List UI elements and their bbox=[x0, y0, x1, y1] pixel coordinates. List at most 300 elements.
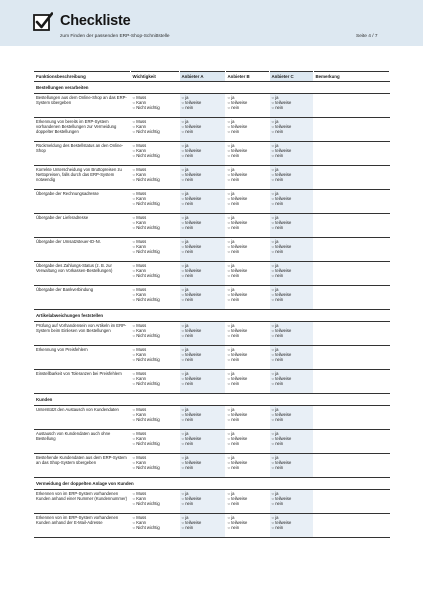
importance-options bbox=[130, 166, 179, 190]
vendor-radio-option[interactable]: ○ ja bbox=[228, 263, 267, 268]
vendor-radio-option[interactable]: ○ teilweise bbox=[272, 436, 311, 441]
vendor-radio-option[interactable]: ○ ja bbox=[182, 191, 223, 196]
vendor-c-options bbox=[269, 142, 313, 166]
vendor-radio-option[interactable]: ○ nein bbox=[228, 153, 267, 158]
vendor-radio-option[interactable]: ○ nein bbox=[272, 417, 311, 422]
page-header bbox=[0, 0, 423, 46]
function-description: Unterstützt den Austausch von Kundendaten bbox=[34, 406, 130, 430]
vendor-b-options bbox=[225, 370, 269, 394]
vendor-radio-option[interactable]: ○ nein bbox=[228, 297, 267, 302]
vendor-radio-option[interactable]: ○ teilweise bbox=[272, 196, 311, 201]
page-title: Checkliste bbox=[60, 13, 131, 29]
vendor-radio-option[interactable]: ○ teilweise bbox=[182, 352, 223, 357]
vendor-radio-option[interactable]: ○ ja bbox=[182, 323, 223, 328]
function-description: Übergabe der Bankverbindung bbox=[34, 286, 130, 310]
vendor-radio-option[interactable]: ○ teilweise bbox=[228, 124, 267, 129]
page-number: Seite 4 / 7 bbox=[356, 34, 378, 39]
importance-radio-option[interactable]: ○ Muss bbox=[133, 263, 177, 268]
importance-radio-option[interactable]: ○ Nicht wichtig bbox=[133, 357, 177, 362]
vendor-radio-option[interactable]: ○ nein bbox=[182, 501, 223, 506]
vendor-radio-option[interactable]: ○ nein bbox=[182, 357, 223, 362]
vendor-radio-option[interactable]: ○ teilweise bbox=[228, 460, 267, 465]
vendor-radio-option[interactable]: ○ nein bbox=[228, 501, 267, 506]
vendor-radio-option[interactable]: ○ nein bbox=[272, 225, 311, 230]
importance-radio-option[interactable]: ○ Nicht wichtig bbox=[133, 417, 177, 422]
vendor-radio-option[interactable]: ○ ja bbox=[272, 347, 311, 352]
table-row bbox=[34, 94, 389, 118]
importance-radio-option[interactable]: ○ Nicht wichtig bbox=[133, 273, 177, 278]
vendor-a-options bbox=[179, 214, 225, 238]
importance-options bbox=[130, 286, 179, 310]
importance-radio-option[interactable]: ○ Nicht wichtig bbox=[133, 333, 177, 338]
vendor-radio-option[interactable]: ○ ja bbox=[182, 143, 223, 148]
vendor-radio-option[interactable]: ○ nein bbox=[272, 441, 311, 446]
vendor-radio-option[interactable]: ○ teilweise bbox=[228, 496, 267, 501]
importance-radio-option[interactable]: ○ Muss bbox=[133, 167, 177, 172]
vendor-radio-option[interactable]: ○ teilweise bbox=[182, 328, 223, 333]
remark-field[interactable] bbox=[313, 406, 389, 430]
vendor-radio-option[interactable]: ○ nein bbox=[228, 333, 267, 338]
vendor-radio-option[interactable]: ○ ja bbox=[182, 263, 223, 268]
importance-radio-option[interactable]: ○ Nicht wichtig bbox=[133, 501, 177, 506]
vendor-b-options bbox=[225, 190, 269, 214]
vendor-a-options bbox=[179, 286, 225, 310]
importance-radio-option[interactable]: ○ Nicht wichtig bbox=[133, 129, 177, 134]
vendor-radio-option[interactable]: ○ nein bbox=[228, 273, 267, 278]
vendor-radio-option[interactable]: ○ nein bbox=[182, 417, 223, 422]
importance-radio-option[interactable]: ○ Kann bbox=[133, 220, 177, 225]
function-description: Erkennen von im ERP-System vorhandenen Kunden anhand der E-Mail-Adresse bbox=[34, 514, 130, 538]
vendor-c-options bbox=[269, 214, 313, 238]
section-row bbox=[34, 394, 389, 406]
table-header-row bbox=[34, 72, 389, 82]
vendor-radio-option[interactable]: ○ nein bbox=[182, 525, 223, 530]
vendor-radio-option[interactable]: ○ ja bbox=[228, 407, 267, 412]
vendor-radio-option[interactable]: ○ nein bbox=[228, 129, 267, 134]
vendor-radio-option[interactable]: ○ nein bbox=[272, 357, 311, 362]
importance-radio-option[interactable]: ○ Muss bbox=[133, 95, 177, 100]
importance-radio-option[interactable]: ○ Muss bbox=[133, 431, 177, 436]
vendor-radio-option[interactable]: ○ nein bbox=[182, 273, 223, 278]
vendor-radio-option[interactable]: ○ ja bbox=[228, 215, 267, 220]
vendor-a-options bbox=[179, 430, 225, 454]
vendor-radio-option[interactable]: ○ teilweise bbox=[228, 196, 267, 201]
importance-radio-option[interactable]: ○ Nicht wichtig bbox=[133, 105, 177, 110]
vendor-radio-option[interactable]: ○ nein bbox=[272, 249, 311, 254]
function-description: Übergabe der Umsatzsteuer-ID-Nr. bbox=[34, 238, 130, 262]
vendor-radio-option[interactable]: ○ ja bbox=[272, 455, 311, 460]
remark-field[interactable] bbox=[313, 238, 389, 262]
function-description: Übergabe der Rechnungsadresse bbox=[34, 190, 130, 214]
vendor-radio-option[interactable]: ○ ja bbox=[182, 491, 223, 496]
vendor-radio-option[interactable]: ○ teilweise bbox=[272, 148, 311, 153]
vendor-radio-option[interactable]: ○ nein bbox=[182, 105, 223, 110]
vendor-radio-option[interactable]: ○ ja bbox=[272, 515, 311, 520]
importance-radio-option[interactable]: ○ Muss bbox=[133, 143, 177, 148]
vendor-radio-option[interactable]: ○ teilweise bbox=[228, 328, 267, 333]
vendor-c-options bbox=[269, 406, 313, 430]
importance-radio-option[interactable]: ○ Nicht wichtig bbox=[133, 465, 177, 470]
vendor-radio-option[interactable]: ○ teilweise bbox=[272, 244, 311, 249]
vendor-radio-option[interactable]: ○ teilweise bbox=[228, 352, 267, 357]
vendor-radio-option[interactable]: ○ nein bbox=[182, 249, 223, 254]
vendor-radio-option[interactable]: ○ nein bbox=[272, 525, 311, 530]
vendor-radio-option[interactable]: ○ ja bbox=[272, 287, 311, 292]
vendor-radio-option[interactable]: ○ nein bbox=[228, 177, 267, 182]
importance-radio-option[interactable]: ○ Nicht wichtig bbox=[133, 177, 177, 182]
importance-radio-option[interactable]: ○ Muss bbox=[133, 455, 177, 460]
vendor-radio-option[interactable]: ○ ja bbox=[228, 287, 267, 292]
vendor-radio-option[interactable]: ○ teilweise bbox=[272, 352, 311, 357]
vendor-radio-option[interactable]: ○ nein bbox=[228, 465, 267, 470]
vendor-radio-option[interactable]: ○ ja bbox=[182, 347, 223, 352]
importance-radio-option[interactable]: ○ Muss bbox=[133, 371, 177, 376]
vendor-radio-option[interactable]: ○ nein bbox=[228, 249, 267, 254]
importance-options bbox=[130, 490, 179, 514]
vendor-b-options bbox=[225, 118, 269, 142]
vendor-radio-option[interactable]: ○ ja bbox=[182, 95, 223, 100]
vendor-radio-option[interactable]: ○ nein bbox=[228, 201, 267, 206]
function-description: Übergabe der Lieferadresse bbox=[34, 214, 130, 238]
vendor-a-options bbox=[179, 346, 225, 370]
vendor-radio-option[interactable]: ○ ja bbox=[272, 191, 311, 196]
column-header-importance: Wichtigkeit bbox=[130, 72, 179, 82]
vendor-radio-option[interactable]: ○ ja bbox=[182, 119, 223, 124]
table-row bbox=[34, 166, 389, 190]
importance-radio-option[interactable]: ○ Nicht wichtig bbox=[133, 249, 177, 254]
vendor-radio-option[interactable]: ○ nein bbox=[272, 333, 311, 338]
vendor-radio-option[interactable]: ○ teilweise bbox=[272, 460, 311, 465]
vendor-radio-option[interactable]: ○ nein bbox=[182, 201, 223, 206]
vendor-radio-option[interactable]: ○ nein bbox=[182, 381, 223, 386]
table-row bbox=[34, 490, 389, 514]
vendor-radio-option[interactable]: ○ nein bbox=[272, 177, 311, 182]
vendor-radio-option[interactable]: ○ ja bbox=[272, 167, 311, 172]
vendor-b-options bbox=[225, 142, 269, 166]
vendor-radio-option[interactable]: ○ ja bbox=[228, 119, 267, 124]
vendor-radio-option[interactable]: ○ ja bbox=[182, 431, 223, 436]
vendor-radio-option[interactable]: ○ teilweise bbox=[228, 436, 267, 441]
vendor-radio-option[interactable]: ○ teilweise bbox=[272, 496, 311, 501]
table-row bbox=[34, 214, 389, 238]
importance-radio-option[interactable]: ○ Kann bbox=[133, 496, 177, 501]
vendor-radio-option[interactable]: ○ nein bbox=[182, 177, 223, 182]
vendor-radio-option[interactable]: ○ ja bbox=[272, 263, 311, 268]
vendor-radio-option[interactable]: ○ nein bbox=[228, 441, 267, 446]
vendor-radio-option[interactable]: ○ ja bbox=[228, 323, 267, 328]
importance-radio-option[interactable]: ○ Nicht wichtig bbox=[133, 225, 177, 230]
page-subtitle: zum Finden der passenden ERP-Shop-Schnittstelle bbox=[60, 34, 170, 39]
vendor-b-options bbox=[225, 322, 269, 346]
vendor-radio-option[interactable]: ○ teilweise bbox=[228, 244, 267, 249]
vendor-radio-option[interactable]: ○ teilweise bbox=[182, 172, 223, 177]
vendor-a-options bbox=[179, 238, 225, 262]
function-description: Einstellbarkeit von Toleranzen bei Preisfehlern bbox=[34, 370, 130, 394]
vendor-b-options bbox=[225, 514, 269, 538]
vendor-radio-option[interactable]: ○ nein bbox=[228, 225, 267, 230]
importance-radio-option[interactable]: ○ Muss bbox=[133, 215, 177, 220]
importance-radio-option[interactable]: ○ Nicht wichtig bbox=[133, 381, 177, 386]
importance-radio-option[interactable]: ○ Kann bbox=[133, 436, 177, 441]
vendor-radio-option[interactable]: ○ teilweise bbox=[182, 376, 223, 381]
vendor-radio-option[interactable]: ○ nein bbox=[228, 357, 267, 362]
vendor-radio-option[interactable]: ○ teilweise bbox=[228, 220, 267, 225]
vendor-radio-option[interactable]: ○ teilweise bbox=[182, 244, 223, 249]
vendor-b-options bbox=[225, 454, 269, 478]
importance-radio-option[interactable]: ○ Kann bbox=[133, 196, 177, 201]
vendor-radio-option[interactable]: ○ ja bbox=[182, 455, 223, 460]
vendor-radio-option[interactable]: ○ nein bbox=[228, 105, 267, 110]
remark-field[interactable] bbox=[313, 166, 389, 190]
remark-field[interactable] bbox=[313, 214, 389, 238]
importance-radio-option[interactable]: ○ Muss bbox=[133, 491, 177, 496]
function-description: Prüfung auf Vorhandensein von Artikeln im ERP-System beim Einlesen von Bestellungen bbox=[34, 322, 130, 346]
importance-options bbox=[130, 214, 179, 238]
vendor-radio-option[interactable]: ○ ja bbox=[272, 95, 311, 100]
vendor-c-options bbox=[269, 430, 313, 454]
vendor-c-options bbox=[269, 322, 313, 346]
vendor-c-options bbox=[269, 514, 313, 538]
vendor-radio-option[interactable]: ○ ja bbox=[272, 215, 311, 220]
vendor-radio-option[interactable]: ○ nein bbox=[272, 105, 311, 110]
vendor-radio-option[interactable]: ○ ja bbox=[182, 407, 223, 412]
vendor-radio-option[interactable]: ○ teilweise bbox=[228, 172, 267, 177]
function-description: Austausch von Kundendaten auch ohne Bestellung bbox=[34, 430, 130, 454]
function-description: Rückmeldung des Bestellstatus an den Online-Shop bbox=[34, 142, 130, 166]
vendor-radio-option[interactable]: ○ teilweise bbox=[272, 100, 311, 105]
vendor-radio-option[interactable]: ○ nein bbox=[272, 381, 311, 386]
vendor-radio-option[interactable]: ○ nein bbox=[182, 297, 223, 302]
function-description: Korrekte Unterscheidung von Bruttopreisen zu Nettopreisen, falls durch das ERP-System notwendig bbox=[34, 166, 130, 190]
importance-radio-option[interactable]: ○ Kann bbox=[133, 352, 177, 357]
vendor-radio-option[interactable]: ○ ja bbox=[228, 143, 267, 148]
vendor-radio-option[interactable]: ○ ja bbox=[272, 119, 311, 124]
section-title: Vermeidung der doppelten Anlage von Kunden bbox=[34, 478, 389, 490]
vendor-radio-option[interactable]: ○ ja bbox=[272, 143, 311, 148]
remark-field[interactable] bbox=[313, 514, 389, 538]
vendor-c-options bbox=[269, 166, 313, 190]
vendor-c-options bbox=[269, 346, 313, 370]
vendor-radio-option[interactable]: ○ teilweise bbox=[182, 124, 223, 129]
vendor-radio-option[interactable]: ○ nein bbox=[182, 465, 223, 470]
vendor-b-options bbox=[225, 430, 269, 454]
vendor-radio-option[interactable]: ○ teilweise bbox=[182, 460, 223, 465]
column-header-function: Funktionsbeschreibung bbox=[34, 72, 130, 82]
vendor-radio-option[interactable]: ○ teilweise bbox=[228, 148, 267, 153]
vendor-radio-option[interactable]: ○ ja bbox=[228, 167, 267, 172]
remark-field[interactable] bbox=[313, 370, 389, 394]
importance-radio-option[interactable]: ○ Muss bbox=[133, 515, 177, 520]
vendor-radio-option[interactable]: ○ nein bbox=[182, 129, 223, 134]
section-row bbox=[34, 478, 389, 490]
remark-field[interactable] bbox=[313, 94, 389, 118]
importance-radio-option[interactable]: ○ Nicht wichtig bbox=[133, 525, 177, 530]
importance-radio-option[interactable]: ○ Muss bbox=[133, 347, 177, 352]
remark-field[interactable] bbox=[313, 286, 389, 310]
vendor-radio-option[interactable]: ○ teilweise bbox=[272, 520, 311, 525]
vendor-c-options bbox=[269, 238, 313, 262]
vendor-radio-option[interactable]: ○ teilweise bbox=[272, 376, 311, 381]
importance-options bbox=[130, 322, 179, 346]
vendor-a-options bbox=[179, 166, 225, 190]
vendor-radio-option[interactable]: ○ nein bbox=[272, 297, 311, 302]
vendor-radio-option[interactable]: ○ nein bbox=[182, 153, 223, 158]
vendor-c-options bbox=[269, 490, 313, 514]
importance-radio-option[interactable]: ○ Kann bbox=[133, 148, 177, 153]
vendor-radio-option[interactable]: ○ ja bbox=[228, 239, 267, 244]
vendor-a-options bbox=[179, 94, 225, 118]
vendor-b-options bbox=[225, 262, 269, 286]
vendor-radio-option[interactable]: ○ teilweise bbox=[182, 412, 223, 417]
function-description: Bestehende Kundendaten aus dem ERP-System an das Shop-System übergeben bbox=[34, 454, 130, 478]
vendor-radio-option[interactable]: ○ teilweise bbox=[272, 124, 311, 129]
vendor-radio-option[interactable]: ○ ja bbox=[182, 371, 223, 376]
vendor-radio-option[interactable]: ○ ja bbox=[182, 167, 223, 172]
checklist-body bbox=[34, 82, 389, 538]
vendor-radio-option[interactable]: ○ teilweise bbox=[228, 412, 267, 417]
vendor-radio-option[interactable]: ○ nein bbox=[272, 501, 311, 506]
importance-radio-option[interactable]: ○ Kann bbox=[133, 100, 177, 105]
vendor-radio-option[interactable]: ○ teilweise bbox=[228, 376, 267, 381]
vendor-radio-option[interactable]: ○ teilweise bbox=[182, 196, 223, 201]
importance-radio-option[interactable]: ○ Kann bbox=[133, 292, 177, 297]
importance-radio-option[interactable]: ○ Kann bbox=[133, 244, 177, 249]
vendor-radio-option[interactable]: ○ teilweise bbox=[182, 100, 223, 105]
importance-radio-option[interactable]: ○ Kann bbox=[133, 412, 177, 417]
remark-field[interactable] bbox=[313, 454, 389, 478]
remark-field[interactable] bbox=[313, 322, 389, 346]
vendor-radio-option[interactable]: ○ nein bbox=[182, 225, 223, 230]
importance-radio-option[interactable]: ○ Nicht wichtig bbox=[133, 201, 177, 206]
vendor-radio-option[interactable]: ○ teilweise bbox=[182, 268, 223, 273]
vendor-b-options bbox=[225, 406, 269, 430]
importance-radio-option[interactable]: ○ Muss bbox=[133, 323, 177, 328]
table-row bbox=[34, 406, 389, 430]
remark-field[interactable] bbox=[313, 142, 389, 166]
importance-radio-option[interactable]: ○ Kann bbox=[133, 124, 177, 129]
vendor-radio-option[interactable]: ○ teilweise bbox=[182, 436, 223, 441]
vendor-a-options bbox=[179, 262, 225, 286]
vendor-c-options bbox=[269, 94, 313, 118]
vendor-a-options bbox=[179, 322, 225, 346]
importance-radio-option[interactable]: ○ Nicht wichtig bbox=[133, 153, 177, 158]
importance-radio-option[interactable]: ○ Nicht wichtig bbox=[133, 297, 177, 302]
remark-field[interactable] bbox=[313, 430, 389, 454]
vendor-radio-option[interactable]: ○ nein bbox=[228, 381, 267, 386]
importance-radio-option[interactable]: ○ Kann bbox=[133, 376, 177, 381]
importance-options bbox=[130, 262, 179, 286]
remark-field[interactable] bbox=[313, 118, 389, 142]
vendor-b-options bbox=[225, 286, 269, 310]
vendor-radio-option[interactable]: ○ teilweise bbox=[182, 220, 223, 225]
vendor-c-options bbox=[269, 190, 313, 214]
vendor-radio-option[interactable]: ○ ja bbox=[272, 371, 311, 376]
importance-options bbox=[130, 238, 179, 262]
vendor-radio-option[interactable]: ○ ja bbox=[272, 407, 311, 412]
importance-radio-option[interactable]: ○ Muss bbox=[133, 119, 177, 124]
vendor-radio-option[interactable]: ○ nein bbox=[228, 417, 267, 422]
importance-radio-option[interactable]: ○ Kann bbox=[133, 172, 177, 177]
vendor-a-options bbox=[179, 514, 225, 538]
vendor-radio-option[interactable]: ○ nein bbox=[182, 333, 223, 338]
remark-field[interactable] bbox=[313, 490, 389, 514]
table-row bbox=[34, 286, 389, 310]
importance-radio-option[interactable]: ○ Kann bbox=[133, 460, 177, 465]
vendor-radio-option[interactable]: ○ nein bbox=[272, 129, 311, 134]
importance-radio-option[interactable]: ○ Kann bbox=[133, 268, 177, 273]
importance-options bbox=[130, 118, 179, 142]
vendor-radio-option[interactable]: ○ teilweise bbox=[182, 520, 223, 525]
importance-radio-option[interactable]: ○ Nicht wichtig bbox=[133, 441, 177, 446]
vendor-radio-option[interactable]: ○ ja bbox=[182, 239, 223, 244]
importance-radio-option[interactable]: ○ Muss bbox=[133, 239, 177, 244]
table-row bbox=[34, 238, 389, 262]
vendor-a-options bbox=[179, 118, 225, 142]
vendor-radio-option[interactable]: ○ ja bbox=[228, 455, 267, 460]
table-row bbox=[34, 454, 389, 478]
remark-field[interactable] bbox=[313, 346, 389, 370]
importance-radio-option[interactable]: ○ Muss bbox=[133, 287, 177, 292]
remark-field[interactable] bbox=[313, 190, 389, 214]
importance-radio-option[interactable]: ○ Kann bbox=[133, 328, 177, 333]
vendor-radio-option[interactable]: ○ teilweise bbox=[182, 292, 223, 297]
vendor-radio-option[interactable]: ○ teilweise bbox=[228, 268, 267, 273]
vendor-a-options bbox=[179, 190, 225, 214]
vendor-radio-option[interactable]: ○ ja bbox=[182, 515, 223, 520]
vendor-radio-option[interactable]: ○ teilweise bbox=[228, 100, 267, 105]
vendor-radio-option[interactable]: ○ ja bbox=[228, 191, 267, 196]
vendor-radio-option[interactable]: ○ teilweise bbox=[228, 292, 267, 297]
vendor-radio-option[interactable]: ○ nein bbox=[182, 441, 223, 446]
vendor-radio-option[interactable]: ○ nein bbox=[272, 273, 311, 278]
importance-radio-option[interactable]: ○ Muss bbox=[133, 191, 177, 196]
vendor-radio-option[interactable]: ○ teilweise bbox=[272, 220, 311, 225]
vendor-radio-option[interactable]: ○ ja bbox=[272, 491, 311, 496]
remark-field[interactable] bbox=[313, 262, 389, 286]
vendor-radio-option[interactable]: ○ ja bbox=[228, 371, 267, 376]
vendor-b-options bbox=[225, 490, 269, 514]
vendor-b-options bbox=[225, 346, 269, 370]
vendor-radio-option[interactable]: ○ ja bbox=[272, 431, 311, 436]
vendor-radio-option[interactable]: ○ ja bbox=[182, 287, 223, 292]
vendor-radio-option[interactable]: ○ ja bbox=[228, 95, 267, 100]
vendor-radio-option[interactable]: ○ ja bbox=[228, 431, 267, 436]
vendor-radio-option[interactable]: ○ nein bbox=[272, 153, 311, 158]
vendor-radio-option[interactable]: ○ nein bbox=[228, 525, 267, 530]
vendor-radio-option[interactable]: ○ ja bbox=[228, 515, 267, 520]
vendor-radio-option[interactable]: ○ teilweise bbox=[272, 172, 311, 177]
vendor-radio-option[interactable]: ○ ja bbox=[182, 215, 223, 220]
vendor-radio-option[interactable]: ○ ja bbox=[228, 347, 267, 352]
vendor-radio-option[interactable]: ○ teilweise bbox=[228, 520, 267, 525]
vendor-radio-option[interactable]: ○ teilweise bbox=[272, 412, 311, 417]
vendor-radio-option[interactable]: ○ teilweise bbox=[272, 268, 311, 273]
table-row bbox=[34, 262, 389, 286]
vendor-radio-option[interactable]: ○ teilweise bbox=[182, 148, 223, 153]
importance-radio-option[interactable]: ○ Kann bbox=[133, 520, 177, 525]
vendor-c-options bbox=[269, 286, 313, 310]
vendor-radio-option[interactable]: ○ ja bbox=[272, 323, 311, 328]
vendor-radio-option[interactable]: ○ nein bbox=[272, 201, 311, 206]
vendor-radio-option[interactable]: ○ ja bbox=[272, 239, 311, 244]
vendor-radio-option[interactable]: ○ teilweise bbox=[272, 328, 311, 333]
vendor-radio-option[interactable]: ○ teilweise bbox=[182, 496, 223, 501]
importance-radio-option[interactable]: ○ Muss bbox=[133, 407, 177, 412]
vendor-radio-option[interactable]: ○ nein bbox=[272, 465, 311, 470]
vendor-a-options bbox=[179, 142, 225, 166]
vendor-radio-option[interactable]: ○ ja bbox=[228, 491, 267, 496]
vendor-radio-option[interactable]: ○ teilweise bbox=[272, 292, 311, 297]
